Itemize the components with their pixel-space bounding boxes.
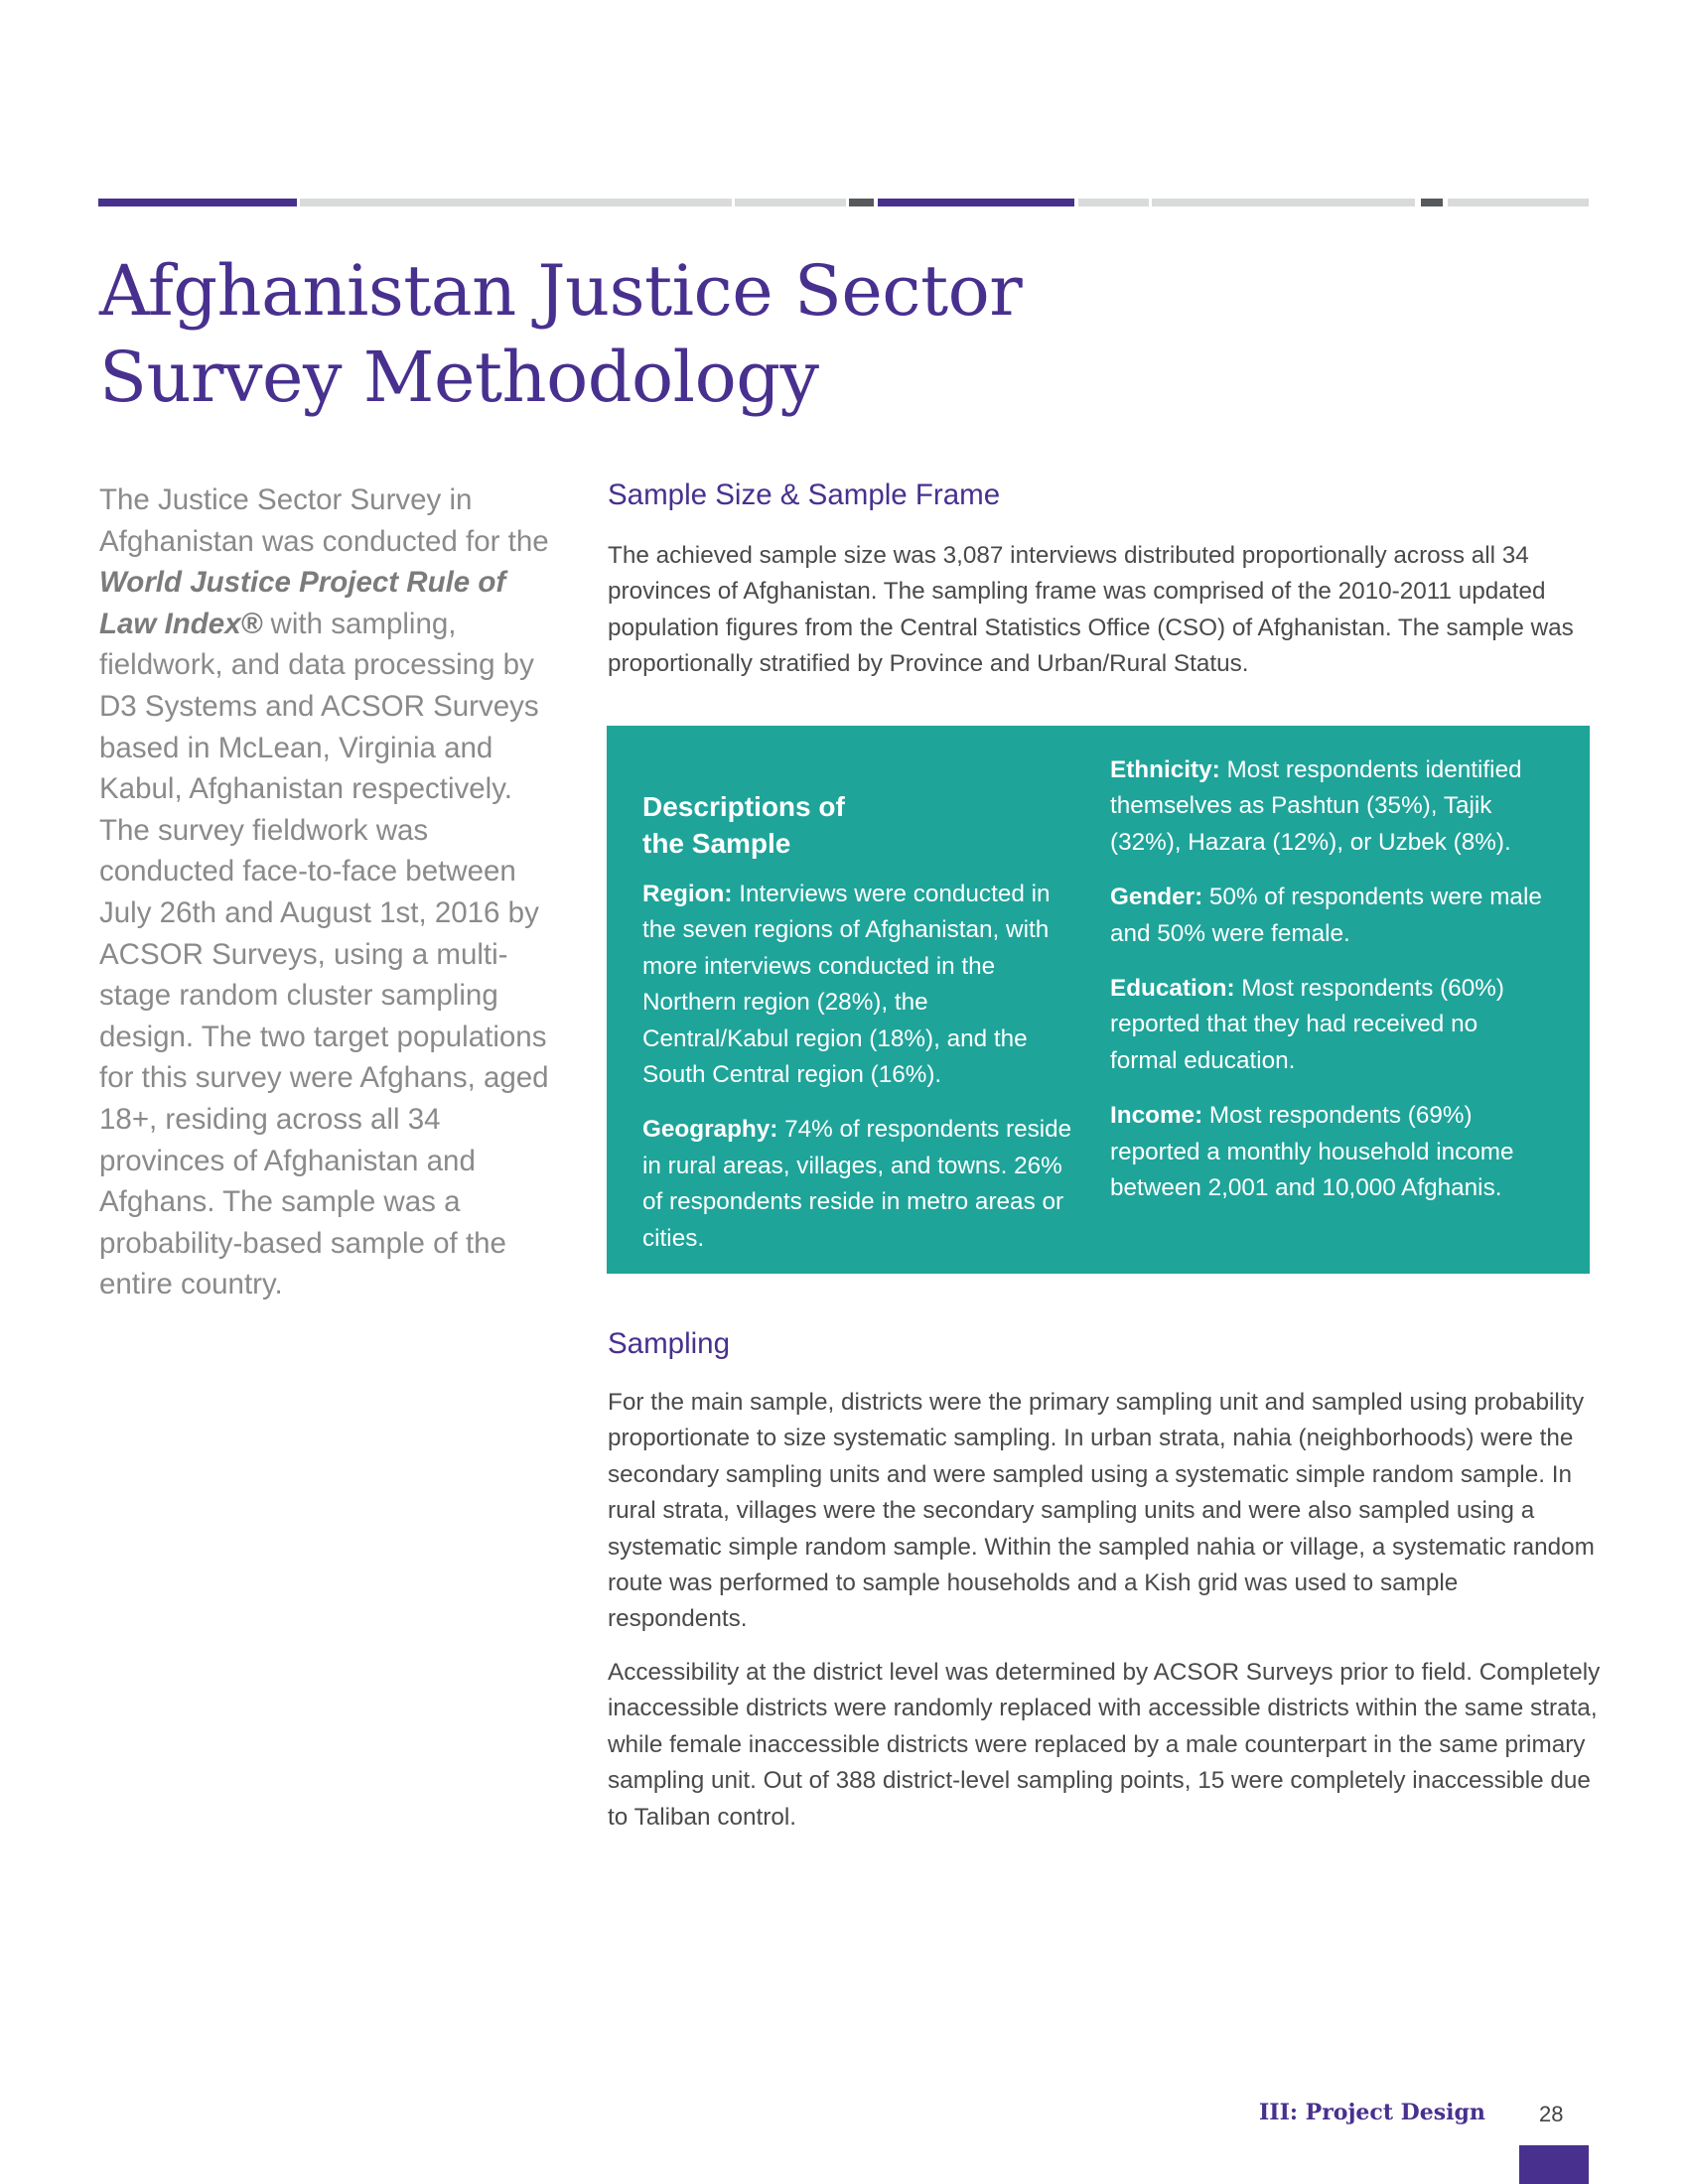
progress-marker: [1421, 199, 1443, 206]
footer-section-label: III: Project Design: [1259, 2100, 1485, 2125]
progress-marker: [849, 199, 874, 206]
descriptions-column-left: [642, 755, 1079, 1276]
progress-segment: [1152, 199, 1415, 206]
sample-size-heading: Sample Size & Sample Frame: [608, 478, 1001, 511]
descriptions-box: [607, 726, 1590, 1274]
progress-segment: [1078, 199, 1149, 206]
geography-label: Geography:: [642, 1116, 778, 1144]
region-description: [642, 877, 1079, 1093]
sampling-paragraph-1: For the main sample, districts were the primary sampling unit and sampled using probability proportionate to size systematic sampling. In urban strata, nahia (neighborhoods) were the secondary sampling units and were sampled using a systematic simple random sample. In rural strata, villages were the secondary sampling units and were also sampled using a systematic simple random sample. Within the sampled nahia or village, a systematic random route was performed to sample households and a Kish grid was used to sample respondents.: [608, 1389, 1595, 1633]
intro-emphasis: World Justice Project Rule of Law Index®: [99, 566, 506, 640]
sampling-paragraph-2: Accessibility at the district level was determined by ACSOR Surveys prior to field. Completely inaccessible districts were randomly replaced with accessible districts within the same strata, while female inaccessible districts were replaced by a male counterpart in the same primary sampling unit. Out of 388 district-level sampling points, 15 were completely inaccessible due to Taliban control.: [608, 1659, 1601, 1831]
progress-segment: [735, 199, 846, 206]
descriptions-title-line: Descriptions of: [642, 791, 845, 822]
progress-segment-active: [878, 199, 1074, 206]
page-title: [99, 248, 1022, 421]
education-label: Education:: [1110, 975, 1235, 1003]
progress-segment: [1448, 199, 1589, 206]
region-label: Region:: [642, 881, 733, 907]
intro-text: with sampling, fieldwork, and data processing by D3 Systems and ACSOR Surveys based in McLean, Virginia and Kabul, Afghanistan respectively. The survey fieldwork was conducted face-to-face between July 26th and August 1st, 2016 by ACSOR Surveys, using a multi-stage random cluster sampling design. The two target populations for this survey were Afghans, aged 18+, residing across all 34 provinces of Afghanistan and Afghans. The sample was a probability-based sample of the entire country.: [99, 607, 549, 1301]
gender-text: 50% of respondents were male and 50% were female.: [1110, 884, 1542, 947]
region-text: Interviews were conducted in the seven regions of Afghanistan, with more interviews conducted in the Northern region (28%), the Central/Kabul region (18%), and the South Central region (16%).: [642, 881, 1051, 1089]
sampling-heading: Sampling: [608, 1327, 730, 1360]
progress-segment-active: [98, 199, 297, 206]
gender-label: Gender:: [1110, 884, 1203, 911]
geography-description: [642, 1112, 1079, 1257]
income-description: [1110, 1098, 1547, 1206]
descriptions-title-line: the Sample: [642, 828, 791, 859]
page-title-line: Survey Methodology: [99, 337, 819, 418]
gender-description: [1110, 880, 1547, 952]
page-number: 28: [1539, 2102, 1564, 2126]
ethnicity-description: [1110, 752, 1547, 861]
ethnicity-text: Most respondents identified themselves as Pashtun (35%), Tajik (32%), Hazara (12%), or Uzbek (8%).: [1110, 756, 1522, 856]
ethnicity-label: Ethnicity:: [1110, 756, 1220, 783]
corner-accent-block: [1519, 2145, 1589, 2184]
income-text: Most respondents (69%) reported a monthly household income between 2,001 and 10,000 Afghanis.: [1110, 1102, 1514, 1202]
geography-text: 74% of respondents reside in rural areas, villages, and towns. 26% of respondents reside in metro areas or cities.: [642, 1116, 1072, 1252]
descriptions-title: [642, 788, 1079, 862]
page-title-line: Afghanistan Justice Sector: [99, 250, 1023, 332]
income-label: Income:: [1110, 1102, 1203, 1130]
education-description: [1110, 971, 1547, 1079]
descriptions-column-right: [1110, 752, 1547, 1225]
progress-segment: [300, 199, 732, 206]
sample-size-text: The achieved sample size was 3,087 interviews distributed proportionally across all 34 provinces of Afghanistan. The sampling frame was comprised of the 2010-2011 updated population figures from the Central Statistics Office (CSO) of Afghanistan. The sample was proportionally stratified by Province and Urban/Rural Status.: [608, 542, 1574, 678]
education-text: Most respondents (60%) reported that they had received no formal education.: [1110, 975, 1504, 1074]
intro-text: The Justice Sector Survey in Afghanistan was conducted for the: [99, 483, 549, 558]
intro-paragraph: [99, 479, 566, 1305]
